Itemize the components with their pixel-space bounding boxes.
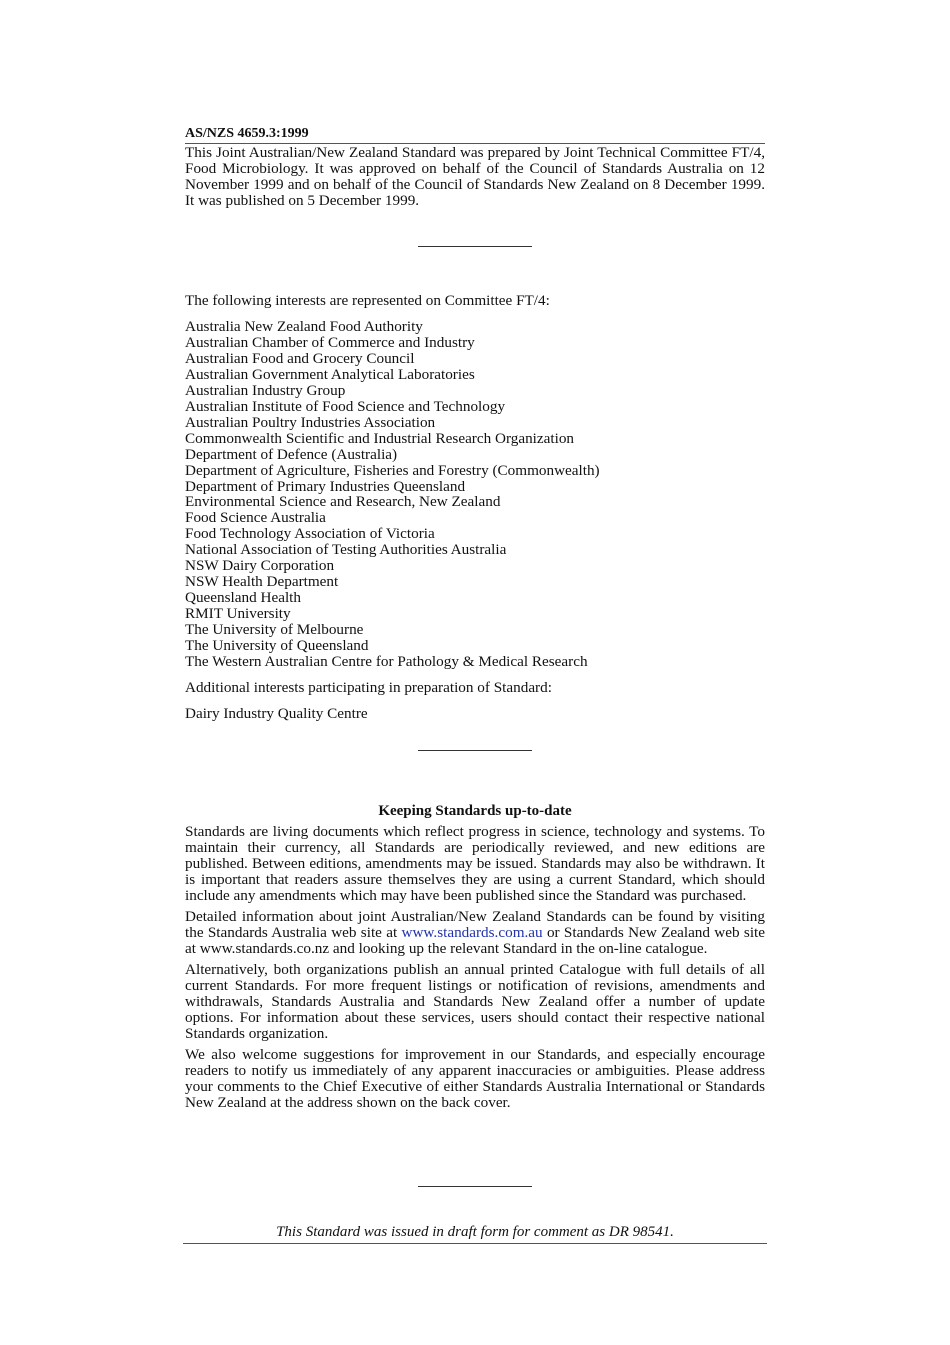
preparation-statement: This Joint Australian/New Zealand Standard was prepared by Joint Technical Committee FT/4, Food Microbiology. It was approved on behalf of the Council of Standards Australia on 12 November 1999 and on behalf of the Council of Standards New Zealand on 8 December 1999. It was published on 5 December 1999. <box>185 144 765 209</box>
committee-section <box>185 293 765 722</box>
list-item: RMIT University <box>185 605 291 623</box>
list-item: Australia New Zealand Food Authority <box>185 318 423 335</box>
list-item: Commonwealth Scientific and Industrial Research Organization <box>185 429 575 447</box>
draft-note: This Standard was issued in draft form for comment as DR 98541. <box>183 1224 767 1244</box>
list-item: NSW Health Department <box>185 573 339 591</box>
list-item: The University of Queensland <box>185 637 369 655</box>
list-item: Australian Government Analytical Laboratories <box>185 365 475 383</box>
section-title: Keeping Standards up-to-date <box>378 803 572 819</box>
list-item: Food Science Australia <box>185 509 326 527</box>
list-item: NSW Dairy Corporation <box>185 557 335 575</box>
list-item: Australian Food and Grocery Council <box>185 349 415 367</box>
list-item: Australian Poultry Industries Association <box>185 413 436 431</box>
additional-interests-label: Additional interests participating in preparation of Standard: <box>185 678 552 696</box>
keeping-standards-section <box>185 803 765 1116</box>
section-divider <box>418 1186 532 1187</box>
list-item: Australian Institute of Food Science and Technology <box>185 397 506 415</box>
list-item: Australian Chamber of Commerce and Industry <box>185 333 475 351</box>
section-divider <box>418 750 532 751</box>
committee-intro: The following interests are represented on Committee FT/4: <box>185 292 550 309</box>
list-item: Department of Primary Industries Queensland <box>185 477 466 495</box>
list-item: Food Technology Association of Victoria <box>185 525 435 543</box>
paragraph-text: Detailed information about joint Australian/New Zealand Standards can be found by visiting the Standards Australia web site at <box>185 908 765 941</box>
list-item: National Association of Testing Authorities Australia <box>185 541 507 559</box>
organization-list <box>185 319 765 670</box>
document-id: AS/NZS 4659.3:1999 <box>185 125 765 144</box>
list-item: Environmental Science and Research, New Zealand <box>185 493 501 511</box>
list-item: Australian Industry Group <box>185 381 346 399</box>
section-divider <box>418 246 532 247</box>
paragraph-detailed-information <box>185 909 765 957</box>
list-item: The University of Melbourne <box>185 621 364 639</box>
paragraph-living-documents: Standards are living documents which reflect progress in science, technology and systems. To maintain their currency, all Standards are periodically reviewed, and new editions are published. Between editions, amendments may be issued. Standards may also be withdrawn. It is important that readers assure themselves they are using a current Standard, which should include any amendments which may have been published since the Standard was purchased. <box>185 823 765 904</box>
paragraph-catalogue: Alternatively, both organizations publish an annual printed Catalogue with full details of all current Standards. For more frequent listings or notification of revisions, amendments and withdrawals, Standards Australia and Standards New Zealand offer a number of update options. For information about these services, users should contact their respective national Standards organization. <box>185 961 765 1042</box>
paragraph-text: or Standards New Zealand web site at www.standards.co.nz and looking up the relevant Standard in the on-line catalogue. <box>185 924 766 957</box>
list-item: The Western Australian Centre for Pathology & Medical Research <box>185 653 588 671</box>
list-item: Queensland Health <box>185 589 301 607</box>
paragraph-suggestions: We also welcome suggestions for improvement in our Standards, and especially encourage readers to notify us immediately of any apparent inaccuracies or ambiguities. Please address your comments to the Chief Executive of either Standards Australia International or Standards New Zealand at the address shown on the back cover. <box>185 1046 765 1111</box>
standards-website-link[interactable]: www.standards.com.au <box>401 924 543 941</box>
list-item: Department of Agriculture, Fisheries and Forestry (Commonwealth) <box>185 461 600 479</box>
list-item: Department of Defence (Australia) <box>185 445 398 463</box>
additional-organization: Dairy Industry Quality Centre <box>185 704 368 722</box>
